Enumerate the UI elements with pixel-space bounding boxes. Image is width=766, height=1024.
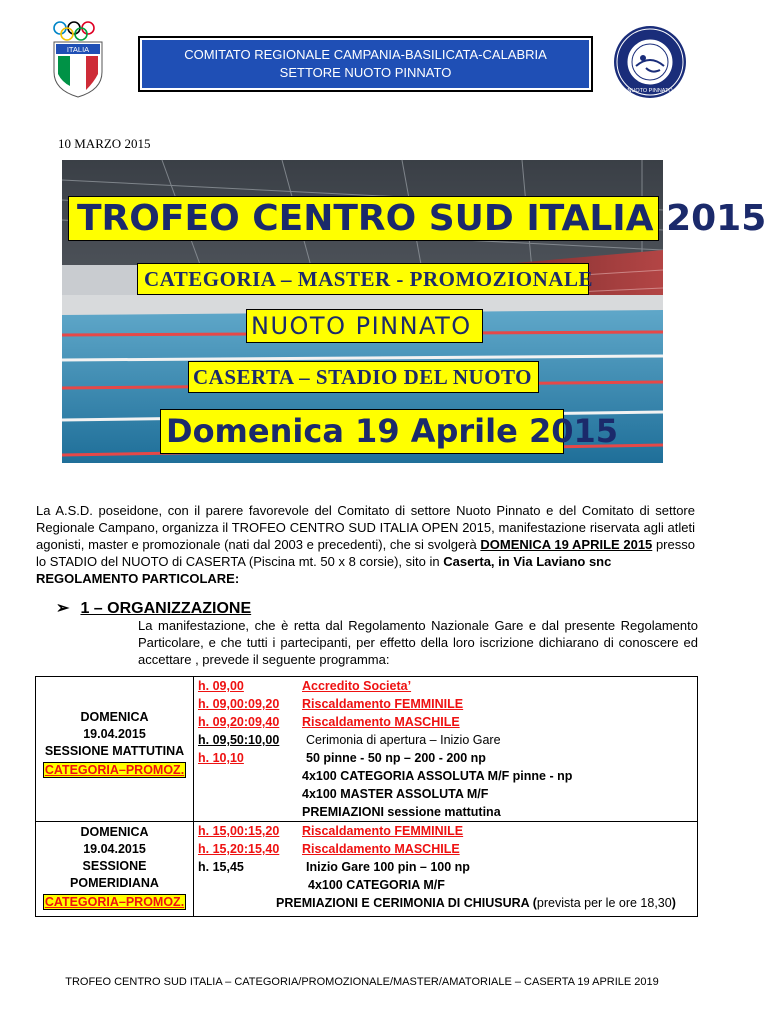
- schedule-time: h. 09,50:10,00: [198, 733, 280, 747]
- schedule-desc: Cerimonia di apertura – Inizio Gare: [306, 733, 501, 747]
- afternoon-session-label: SESSIONE: [82, 859, 147, 873]
- section-organizzazione-heading: [56, 598, 251, 618]
- schedule-row: [196, 731, 697, 749]
- schedule-time: h. 15,45: [198, 860, 244, 874]
- afternoon-day-label: DOMENICA: [80, 825, 149, 839]
- intro-text-1: La A.S.D. poseidone, con il parere favorevole del Comitato di settore Nuoto Pinnato e del Comitato di settore Regionale Campano, organizza il TROFEO CENTRO SUD ITALIA OPEN 2015, manifestazione riservata agli atleti agonisti, master e promozionale (nati dal 2003 e precedenti), che si svolgerà: [36, 503, 695, 552]
- header-line-2: SETTORE NUOTO PINNATO: [279, 65, 452, 80]
- federation-seal-logo: [612, 24, 688, 100]
- schedule-row: [196, 822, 697, 840]
- schedule-row: [196, 677, 697, 695]
- morning-session-label: SESSIONE MATTUTINA: [44, 744, 185, 758]
- logo-italia-text: ITALIA: [66, 45, 90, 54]
- regolamento-heading: REGOLAMENTO PARTICOLARE:: [36, 571, 240, 586]
- hero-venue-banner: CASERTA – STADIO DEL NUOTO: [188, 361, 539, 393]
- schedule-time: h. 15,20:15,40: [198, 842, 280, 856]
- seal-text: NUOTO PINNATO: [627, 88, 673, 94]
- morning-schedule-cell: [194, 677, 698, 822]
- schedule-time: h. 10,10: [198, 751, 244, 765]
- schedule-time: h. 09,00:09,20: [198, 697, 280, 711]
- schedule-time: h. 09,00: [198, 679, 244, 693]
- header-line-1: COMITATO REGIONALE CAMPANIA-BASILICATA-CALABRIA: [184, 47, 547, 62]
- afternoon-category-badge: CATEGORIA–PROMOZ.: [44, 895, 185, 909]
- schedule-row: [196, 894, 697, 912]
- afternoon-schedule-cell: [194, 822, 698, 917]
- closing-time: prevista per le ore 18,30: [536, 896, 672, 910]
- morning-day-cell: [36, 677, 194, 822]
- header-box: [138, 36, 593, 92]
- morning-day-label: DOMENICA: [80, 710, 149, 724]
- afternoon-date: 19.04.2015: [83, 842, 146, 856]
- morning-category-badge: CATEGORIA–PROMOZ.: [44, 763, 185, 777]
- afternoon-session-row: [36, 822, 698, 917]
- schedule-desc: 4x100 MASTER ASSOLUTA M/F: [302, 787, 489, 801]
- afternoon-session-label-2: POMERIDIANA: [70, 876, 159, 890]
- intro-paragraph: [36, 502, 695, 587]
- schedule-row: [196, 876, 697, 894]
- document-date: 10 MARZO 2015: [58, 136, 151, 151]
- schedule-row: [196, 713, 697, 731]
- schedule-row: [196, 767, 697, 785]
- schedule-desc: Riscaldamento MASCHILE: [302, 715, 460, 729]
- hero-title-banner: TROFEO CENTRO SUD ITALIA 2015: [68, 196, 659, 241]
- schedule-desc: PREMIAZIONI sessione mattutina: [302, 805, 501, 819]
- hero-category-banner: CATEGORIA – MASTER - PROMOZIONALE: [137, 263, 589, 295]
- section-title: 1 – ORGANIZZAZIONE: [80, 600, 252, 617]
- header-banner: [142, 40, 589, 88]
- page-footer: TROFEO CENTRO SUD ITALIA – CATEGORIA/PROMOZIONALE/MASTER/AMATORIALE – CASERTA 19 APRILE 2019: [65, 976, 659, 988]
- schedule-row: [196, 785, 697, 803]
- section-organizzazione-text: La manifestazione, che è retta dal Regolamento Nazionale Gare e dal presente Regolamento Particolare, e che tutti i partecipanti, per effetto della loro iscrizione dichiarano di conoscere ed accettare , prevede il seguente programma:: [138, 618, 698, 667]
- schedule-desc: 4x100 CATEGORIA ASSOLUTA M/F pinne - np: [302, 769, 573, 783]
- schedule-row: [196, 858, 697, 876]
- program-table: [35, 676, 698, 917]
- hero-discipline-banner: NUOTO PINNATO: [246, 309, 483, 343]
- schedule-row: [196, 749, 697, 767]
- hero-pool-image: [62, 160, 766, 463]
- morning-session-row: [36, 677, 698, 822]
- hero-date-banner: Domenica 19 Aprile 2015: [160, 409, 564, 454]
- closing-end: ): [671, 896, 676, 910]
- schedule-row: [196, 695, 697, 713]
- afternoon-day-cell: [36, 822, 194, 917]
- schedule-time: h. 09,20:09,40: [198, 715, 280, 729]
- event-date-highlight: DOMENICA 19 APRILE 2015: [480, 537, 653, 552]
- event-address: Caserta, in Via Laviano snc: [443, 554, 612, 569]
- arrow-bullet-icon: ➢: [56, 600, 70, 617]
- schedule-desc: Riscaldamento MASCHILE: [302, 842, 460, 856]
- schedule-desc: Riscaldamento FEMMINILE: [302, 697, 464, 711]
- closing-ceremony-line: [276, 894, 676, 912]
- schedule-desc: 50 pinne - 50 np – 200 - 200 np: [306, 751, 486, 765]
- schedule-desc: Riscaldamento FEMMINILE: [302, 824, 464, 838]
- morning-date: 19.04.2015: [83, 727, 146, 741]
- coni-italia-logo: [48, 20, 108, 98]
- intro-text-2: presso lo STADIO del NUOTO di CASERTA (Piscina mt. 50 x 8 corsie), sito in: [36, 537, 695, 569]
- schedule-row: [196, 840, 697, 858]
- closing-bold: PREMIAZIONI E CERIMONIA DI CHIUSURA (: [276, 896, 537, 910]
- schedule-desc: 4x100 CATEGORIA M/F: [308, 878, 445, 892]
- schedule-desc: Accredito Societa’: [302, 679, 412, 693]
- schedule-row: [196, 803, 697, 821]
- schedule-desc: Inizio Gare 100 pin – 100 np: [306, 860, 470, 874]
- schedule-time: h. 15,00:15,20: [198, 824, 280, 838]
